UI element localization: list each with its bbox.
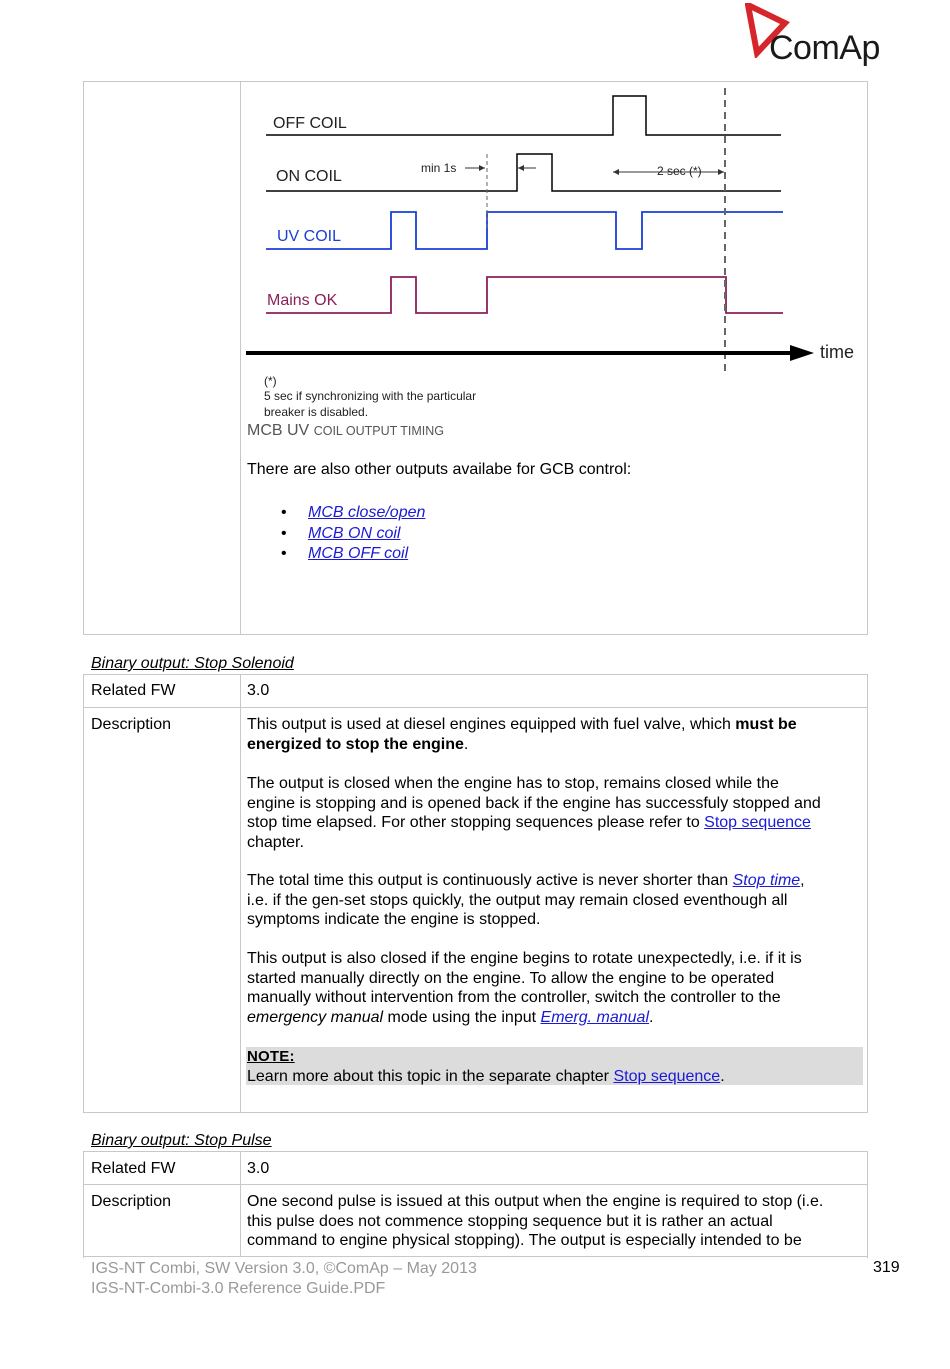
figure-caption: MCB UV COIL OUTPUT TIMING <box>247 422 445 439</box>
link-mcb-off-coil[interactable]: MCB OFF coil <box>308 545 409 562</box>
intro-text: There are also other outputs availabe for GCB control: <box>247 461 632 478</box>
related-fw-label: Related FW <box>91 682 176 699</box>
stop-pulse-title: Binary output: Stop Pulse <box>91 1132 272 1149</box>
timing-diagram <box>246 86 866 426</box>
link-mcb-close-open[interactable]: MCB close/open <box>308 504 426 521</box>
comap-logo <box>745 3 885 73</box>
link-emerg-manual[interactable]: Emerg. manual <box>540 1008 650 1026</box>
min-1s-label: min 1s <box>421 161 457 175</box>
uv-coil-label: UV COIL <box>277 228 342 245</box>
stop-pulse-related-fw-value: 3.0 <box>247 1160 270 1177</box>
list-item <box>283 524 425 545</box>
note-label: NOTE: <box>247 1048 295 1065</box>
stop-solenoid-p1: This output is used at diesel engines equipped with fuel valve, which must be energized to stop the engine. <box>247 716 797 753</box>
link-stop-sequence[interactable]: Stop sequence <box>704 814 811 831</box>
off-coil-label: OFF COIL <box>273 115 347 132</box>
stop-pulse-description: One second pulse is issued at this output when the engine is required to stop (i.e. this pulse does not commence stopping sequence but it is rather an actual command to engine physical stopping). The output is especially intended to be <box>247 1193 824 1249</box>
list-item <box>283 503 425 524</box>
note-content: NOTE: Learn more about this topic in the separate chapter Stop sequence. <box>247 1048 725 1085</box>
footnote-mark: (*) <box>264 374 277 388</box>
on-coil-label: ON COIL <box>276 168 342 185</box>
footnote-line1: 5 sec if synchronizing with the particular <box>264 389 477 403</box>
time-label: time <box>820 342 855 362</box>
page-number: 319 <box>873 1259 900 1276</box>
page-footer <box>91 1259 477 1299</box>
uv-coil-wave <box>266 212 783 249</box>
related-fw-value: 3.0 <box>247 682 270 699</box>
stop-solenoid-title: Binary output: Stop Solenoid <box>91 655 294 672</box>
footer-line1: IGS-NT Combi, SW Version 3.0, ©ComAp – May 2013 <box>91 1260 477 1277</box>
stop-solenoid-p3: The total time this output is continuously active is never shorter than Stop time, i.e. if the gen-set stops quickly, the output may remain closed eventhough all symptoms indicate the engine is stopped. <box>247 872 805 928</box>
link-note-stop-sequence[interactable]: Stop sequence <box>613 1067 721 1085</box>
list-item <box>283 544 425 565</box>
min-1s-arrowhead <box>479 165 485 171</box>
stop-solenoid-p2: The output is closed when the engine has to stop, remains closed while the engine is stopping and is opened back if the engine has successfuly stopped and stop time elapsed. For other stopping sequences please refer to Stop sequence chapter. <box>247 775 821 851</box>
time-axis-arrow <box>790 345 814 361</box>
stop-solenoid-p4: This output is also closed if the engine begins to rotate unexpectedly, i.e. if it is started manually directly on the engine. To allow the engine to be operated manually without intervention from the controller, switch the controller to the emergency manual mode using the input Emerg. manual. <box>247 950 802 1026</box>
mains-ok-wave <box>266 277 783 313</box>
link-mcb-on-coil[interactable]: MCB ON coil <box>308 524 401 542</box>
comap-logo-text: ComAp <box>769 29 880 67</box>
description-label: Description <box>91 716 172 733</box>
related-outputs-list <box>283 503 425 565</box>
link-stop-time[interactable]: Stop time <box>732 872 801 889</box>
footnote-line2: breaker is disabled. <box>264 405 369 419</box>
mains-ok-label: Mains OK <box>267 292 338 309</box>
two-sec-label: 2 sec (*) <box>657 164 702 178</box>
stop-pulse-related-fw-label: Related FW <box>91 1160 176 1177</box>
footer-line2: IGS-NT-Combi-3.0 Reference Guide.PDF <box>91 1280 386 1297</box>
stop-pulse-description-label: Description <box>91 1193 172 1210</box>
